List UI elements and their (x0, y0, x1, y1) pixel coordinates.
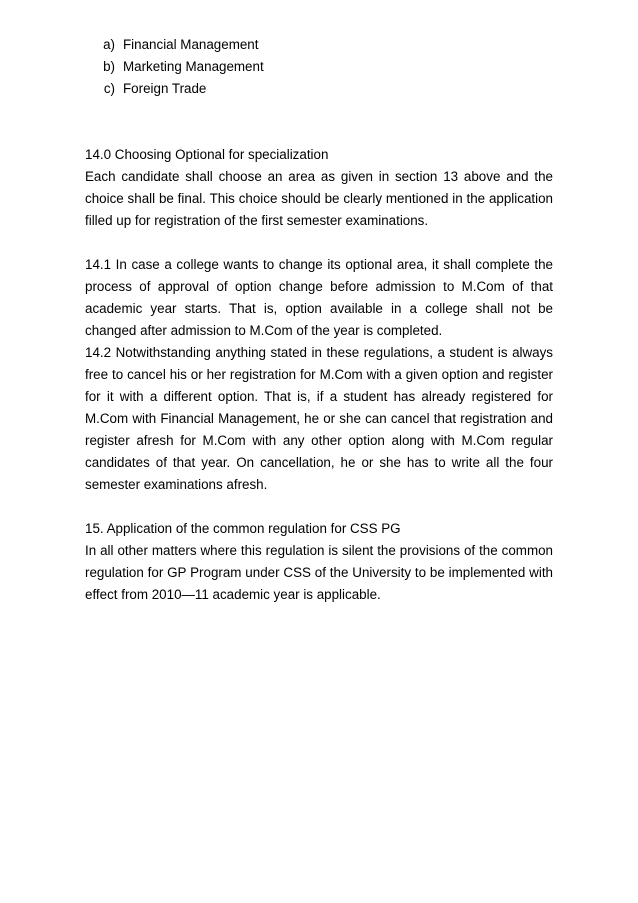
section-14-2-paragraph: 14.2 Notwithstanding anything stated in these regulations, a student is always free to cancel his or her registration for M.Com with a given option and register for it with a different option. That is, if a student has already registered for M.Com with Financial Management, he or she can cancel that registration and register afresh for M.Com with any other option along with M.Com regular candidates of that year. On cancellation, he or she has to write all the four semester examinations afresh. (85, 345, 553, 492)
list-item-text: Marketing Management (123, 59, 264, 74)
list-marker: c) (103, 81, 115, 96)
list-marker: b) (103, 59, 115, 74)
list-item-text: Foreign Trade (123, 81, 207, 96)
spacer (85, 100, 553, 144)
document-page (85, 34, 553, 606)
section-14-body: Each candidate shall choose an area as given in section 13 above and the choice shall be final. This choice should be clearly mentioned in the application filled up for registration of the first semester examinations. (85, 169, 553, 228)
section-15-heading: 15. Application of the common regulation for CSS PG (85, 521, 401, 536)
spacer (85, 232, 553, 254)
spacer (85, 496, 553, 518)
section-14-1-paragraph: 14.1 In case a college wants to change its optional area, it shall complete the process of approval of option change before admission to M.Com of that academic year starts. That is, option available in a college shall not be changed after admission to M.Com of the year is completed. (85, 257, 553, 338)
specialization-list (85, 34, 553, 100)
list-item (85, 78, 553, 100)
list-item (85, 56, 553, 78)
list-item (85, 34, 553, 56)
section-15-body: In all other matters where this regulation is silent the provisions of the common regulation for GP Program under CSS of the University to be implemented with effect from 2010—11 academic year is applicable. (85, 543, 553, 602)
list-item-text: Financial Management (123, 37, 259, 52)
section-14-heading: 14.0 Choosing Optional for specialization (85, 147, 329, 162)
list-marker: a) (103, 37, 115, 52)
